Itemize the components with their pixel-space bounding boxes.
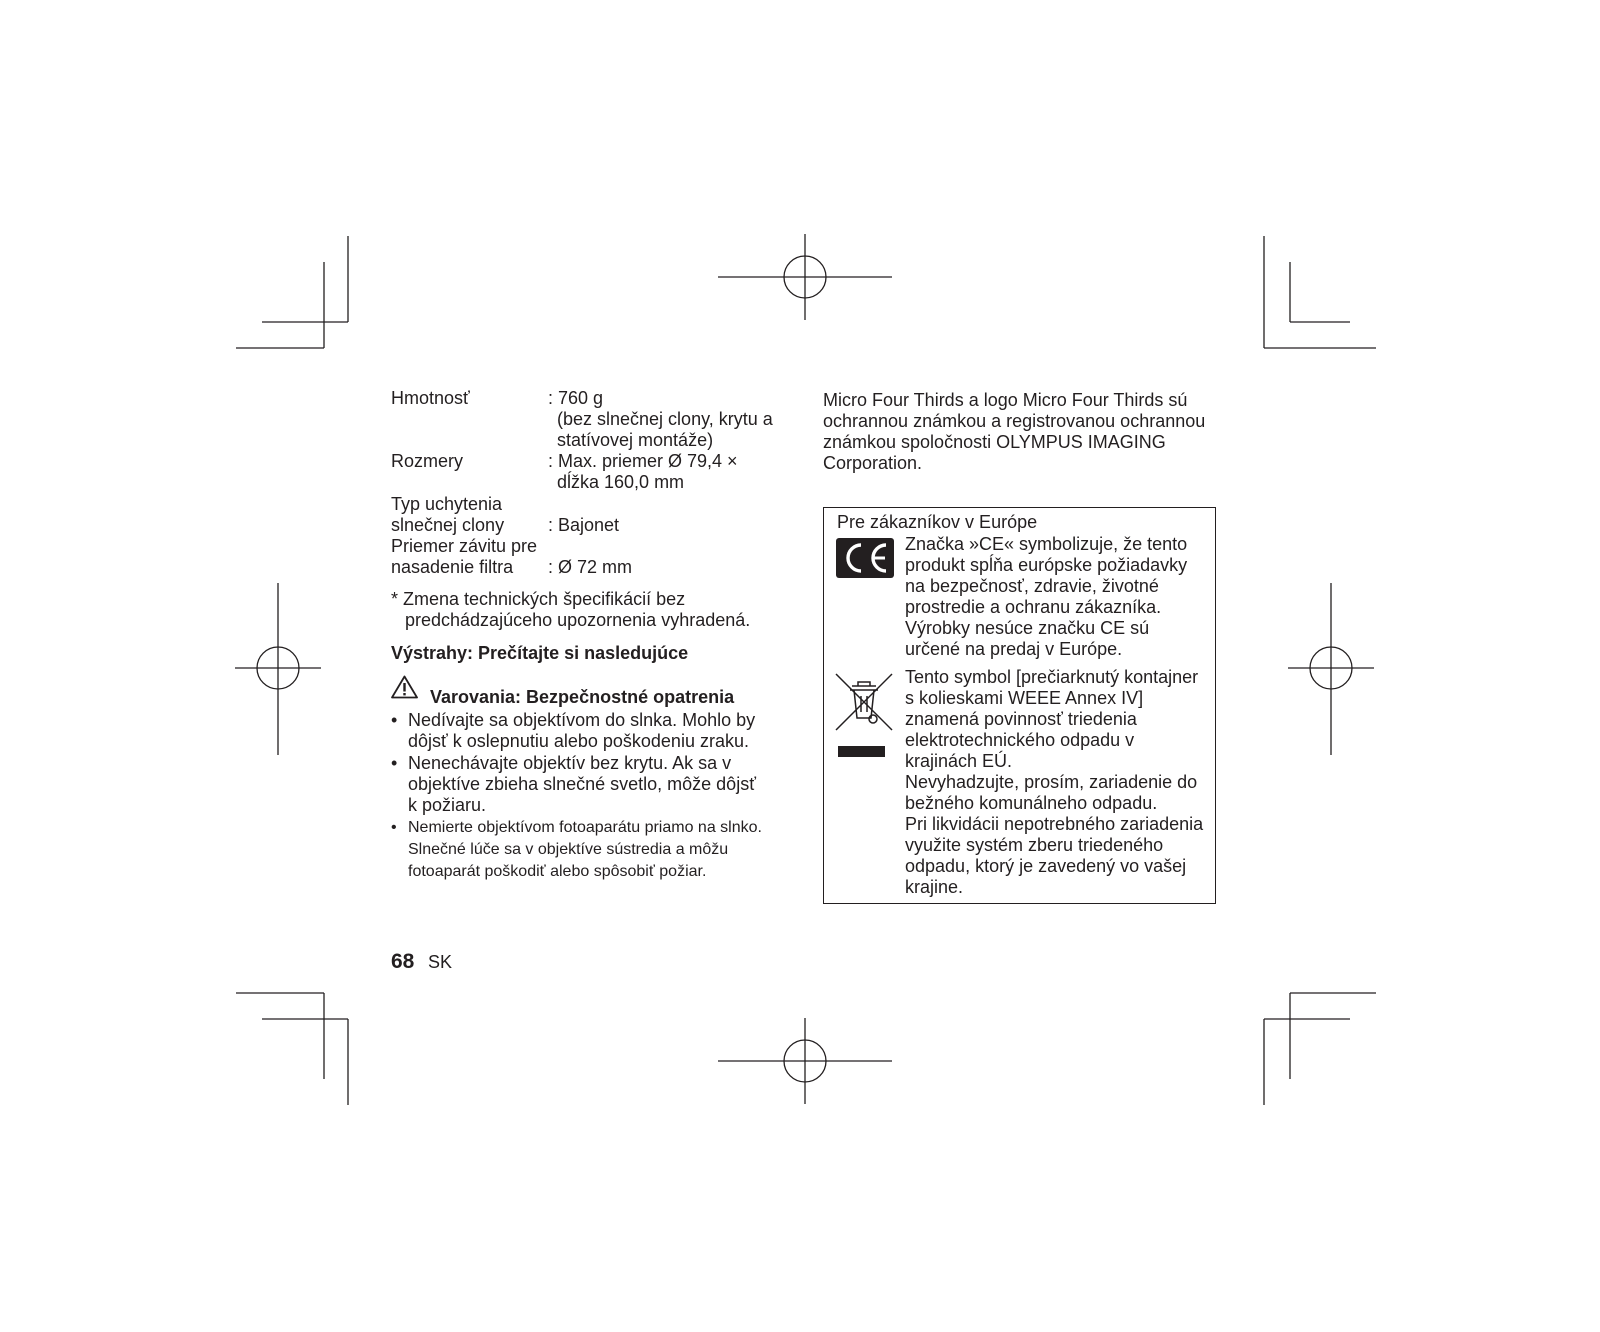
weee-text: elektrotechnického odpadu v	[905, 730, 1135, 750]
trademark-text: ochrannou známkou a registrovanou ochrannou	[823, 411, 1206, 431]
warning-text: fotoaparát poškodiť alebo spôsobiť požiar.	[408, 863, 707, 880]
weee-text: krajinách EÚ.	[905, 751, 1013, 771]
warning-text: Nemierte objektívom fotoaparátu priamo na slnko.	[408, 819, 762, 836]
crop-mark-bottom-right	[1264, 993, 1376, 1105]
ce-text: Značka »CE« symbolizuje, že tento	[905, 534, 1188, 554]
bullet: •	[391, 819, 397, 836]
ce-text: na bezpečnosť, zdravie, životné	[905, 576, 1159, 596]
warning-text: Nedívajte sa objektívom do slnka. Mohlo by	[408, 710, 756, 730]
spec-label: Typ uchytenia	[391, 494, 503, 514]
ce-text: produkt spĺňa európske požiadavky	[905, 555, 1188, 575]
weee-text: s kolieskami WEEE Annex IV]	[905, 688, 1144, 708]
warning-text: Nenechávajte objektív bez krytu. Ak sa v	[408, 753, 732, 773]
weee-text: odpadu, ktorý je zavedený vo vašej	[905, 856, 1187, 876]
registration-target-bottom	[718, 1018, 892, 1104]
registration-target-left	[235, 583, 321, 755]
spec-value: dĺžka 160,0 mm	[557, 472, 685, 492]
spec-value: (bez slnečnej clony, krytu a	[557, 409, 773, 429]
warning-text: dôjsť k oslepnutiu alebo poškodeniu zraku.	[408, 731, 749, 751]
trademark-text: Corporation.	[823, 453, 923, 473]
spec-label: nasadenie filtra	[391, 557, 514, 577]
crop-mark-bottom-left	[236, 993, 348, 1105]
weee-text: krajine.	[905, 877, 964, 897]
spec-value: : 760 g	[548, 388, 604, 408]
bullet: •	[391, 710, 398, 730]
trademark-text: známkou spoločnosti OLYMPUS IMAGING	[823, 432, 1166, 452]
spec-note: predchádzajúceho upozornenia vyhradená.	[405, 610, 751, 630]
spec-label: Priemer závitu pre	[391, 536, 538, 556]
crop-mark-top-right	[1264, 236, 1376, 348]
ce-mark-icon	[836, 538, 894, 578]
spec-value: : Bajonet	[548, 515, 620, 535]
warning-icon	[391, 675, 418, 699]
registration-target-top	[718, 234, 892, 320]
warning-text: objektíve zbieha slnečné svetlo, môže dôjsť	[408, 774, 756, 794]
spec-value: : Max. priemer Ø 79,4 ×	[548, 451, 738, 471]
weee-text: využite systém zberu triedeného	[905, 835, 1164, 855]
spec-note: * Zmena technických špecifikácií bez	[391, 589, 686, 609]
warnings-subheading: Varovania: Bezpečnostné opatrenia	[430, 687, 735, 707]
weee-text: znamená povinnosť triedenia	[905, 709, 1137, 729]
spec-label: Rozmery	[391, 451, 464, 471]
weee-text: Nevyhadzujte, prosím, zariadenie do	[905, 772, 1198, 792]
weee-text: Tento symbol [prečiarknutý kontajner	[905, 667, 1199, 687]
weee-text: bežného komunálneho odpadu.	[905, 793, 1158, 813]
crop-mark-top-left	[236, 236, 348, 348]
spec-value: : Ø 72 mm	[548, 557, 633, 577]
spec-label: Hmotnosť	[391, 388, 470, 408]
spec-label: slnečnej clony	[391, 515, 505, 535]
page-number: 68	[391, 950, 415, 973]
ce-text: určené na predaj v Európe.	[905, 639, 1123, 659]
ce-text: prostredie a ochranu zákazníka.	[905, 597, 1162, 617]
bullet: •	[391, 753, 398, 773]
eu-notice-title: Pre zákazníkov v Európe	[837, 512, 1038, 532]
weee-text: Pri likvidácii nepotrebného zariadenia	[905, 814, 1204, 834]
warning-text: k požiaru.	[408, 795, 487, 815]
ce-text: Výrobky nesúce značku CE sú	[905, 618, 1150, 638]
language-code: SK	[428, 952, 453, 972]
warning-text: Slnečné lúče sa v objektíve sústredia a môžu	[408, 841, 729, 858]
registration-target-right	[1288, 583, 1374, 755]
warnings-heading: Výstrahy: Prečítajte si nasledujúce	[391, 643, 689, 663]
trademark-text: Micro Four Thirds a logo Micro Four Thirds sú	[823, 390, 1188, 410]
weee-bin-icon	[834, 672, 894, 760]
spec-value: statívovej montáže)	[557, 430, 714, 450]
